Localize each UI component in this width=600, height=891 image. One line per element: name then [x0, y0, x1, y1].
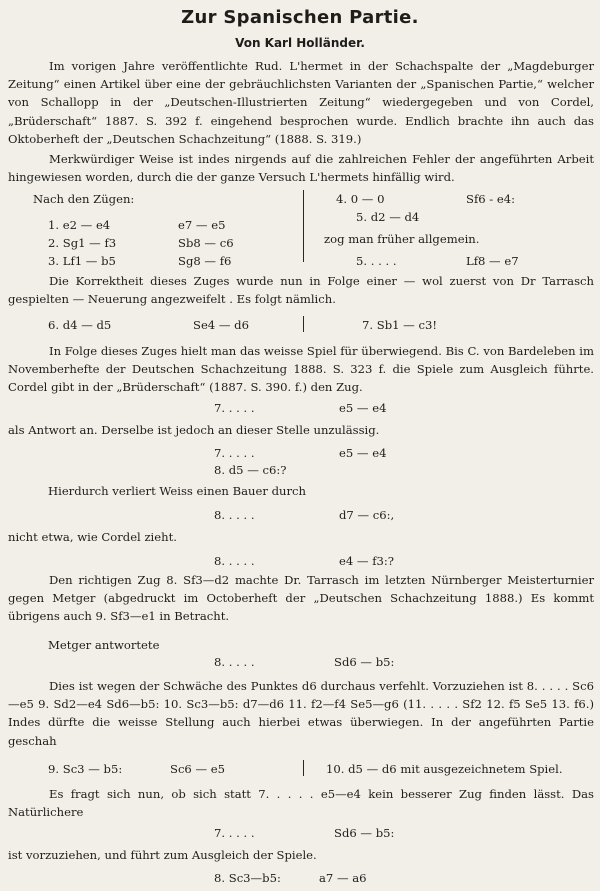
move-3-black: Sg8 — f6: [178, 254, 232, 268]
move-1-white: 1. e2 — e4: [48, 218, 111, 232]
move-7-black-e5e4-2: e5 — e4: [339, 446, 387, 460]
answer-note: als Antwort an. Derselbe ist jedoch an dieser Stelle unzulässig.: [8, 423, 380, 437]
column-divider: [303, 760, 304, 776]
move-2-black: Sb8 — c6: [178, 236, 234, 250]
paragraph-consequence: In Folge dieses Zuges hielt man das weisse Spiel für überwiegend. Bis C. von Bardeleben im Novemberhefte der Deutschen Schachzeitung 1888. S. 323 f. die Spiele zum Ausgleich führte. Cordel gibt in der „Brüderschaft“ (1887. S. 390. f.) den Zug.: [8, 344, 594, 395]
column-divider: [303, 316, 304, 332]
move-8-white-d5c6: 8. d5 — c6:?: [214, 463, 287, 477]
move-8-dots-2: 8. . . . .: [214, 554, 255, 568]
move-5-black: Lf8 — e7: [466, 254, 519, 268]
move-7-dots: 7. . . . .: [214, 401, 255, 415]
move-5-white: 5. d2 — d4: [356, 210, 420, 224]
move-3-white: 3. Lf1 — b5: [48, 254, 116, 268]
move-8-black-d7c6: d7 — c6:,: [339, 508, 395, 522]
column-divider: [303, 190, 304, 262]
move-9-white: 9. Sc3 — b5:: [48, 762, 123, 776]
paragraph-errors: Merkwürdiger Weise ist indes nirgends auf die zahlreichen Fehler der angeführten Arbeit hingewiesen worden, durch die der ganze Versuch L'hermets hinfällig wird.: [8, 152, 594, 185]
move-7-white: 7. Sb1 — c3!: [362, 318, 437, 332]
article-title: Zur Spanischen Partie.: [181, 7, 419, 28]
move-1-black: e7 — e5: [178, 218, 226, 232]
move-4-black: Sf6 - e4:: [466, 192, 516, 206]
move-8-black-e4f3: e4 — f3:?: [339, 554, 394, 568]
move-4-white: 4. 0 — 0: [336, 192, 385, 206]
move-6-black: Se4 — d6: [193, 318, 249, 332]
preferable-note: ist vorzuziehen, und führt zum Ausgleich der Spiele.: [8, 848, 317, 862]
move-8-dots: 8. . . . .: [214, 508, 255, 522]
move-9-black: Sc6 — e5: [170, 762, 226, 776]
paragraph-question: Es fragt sich nun, ob sich statt 7. . . . . e5—e4 kein besserer Zug finden lässt. Das Natürlichere: [8, 787, 594, 820]
formerly-note: zog man früher allgemein.: [324, 232, 480, 246]
paragraph-intro: Im vorigen Jahre veröffentlichte Rud. L'hermet in der Schachspalte der „Magdeburger Zeitung“ einen Artikel über eine der gebräuchlichsten Varianten der „Spanischen Partie,“ welcher von Schallopp in der „Deutschen-Illustrierten Zeitung“ wiedergegeben und von Cordel, „Brüderschaft“ 1887. S. 392 f. eingehend besprochen wurde. Endlich brachte ihn auch das Oktoberheft der „Deutschen Schachzeitung“ (1888. S. 319.): [8, 59, 594, 146]
metger-answered: Metger antwortete: [48, 638, 160, 652]
move-7-black-d6b5: Sd6 — b5:: [334, 826, 395, 840]
cordel-note: nicht etwa, wie Cordel zieht.: [8, 530, 177, 544]
moves-intro: Nach den Zügen:: [33, 192, 135, 206]
move-8-white-c3b5: 8. Sc3—b5:: [214, 871, 281, 885]
paragraph-correctness: Die Korrektheit dieses Zuges wurde nun in Folge einer — wol zuerst von Dr Tarrasch gespielten — Neuerung angezweifelt . Es folgt nämlich.: [8, 274, 594, 307]
byline: Von Karl Holländer.: [235, 36, 365, 50]
pawn-loss-note: Hierdurch verliert Weiss einen Bauer durch: [48, 484, 306, 498]
move-5-dots: 5. . . . .: [356, 254, 397, 268]
paragraph-tarrasch: Den richtigen Zug 8. Sf3—d2 machte Dr. Tarrasch im letzten Nürnberger Meisterturnier gegen Metger (abgedruckt im Octoberheft der „Deutschen Schachzeitung 1888.) Es kommt übrigens auch 9. Sf3—e1 in Betracht.: [8, 573, 594, 624]
move-6-white: 6. d4 — d5: [48, 318, 112, 332]
move-8-black-d6b5: Sd6 — b5:: [334, 655, 395, 669]
move-8-dots-3: 8. . . . .: [214, 655, 255, 669]
move-10: 10. d5 — d6 mit ausgezeichnetem Spiel.: [326, 762, 563, 776]
move-2-white: 2. Sg1 — f3: [48, 236, 117, 250]
move-7-dots-3: 7. . . . .: [214, 826, 255, 840]
move-7-dots-2: 7. . . . .: [214, 446, 255, 460]
move-7-black-e5e4: e5 — e4: [339, 401, 387, 415]
move-8-black-a7a6: a7 — a6: [319, 871, 367, 885]
paragraph-weakness: Dies ist wegen der Schwäche des Punktes d6 durchaus verfehlt. Vorzuziehen ist 8. . . . . Sc6—e5 9. Sd2—e4 Sd6—b5: 10. Sc3—b5: d7—d6 11. f2—f4 Se5—g6 (11. . . . . Sf2 12. f5 Se5 13. f6.) Indes dürfte die weisse Stellung auch hierbei etwas überwiegen. In der angeführten Partie geschah: [8, 679, 594, 748]
